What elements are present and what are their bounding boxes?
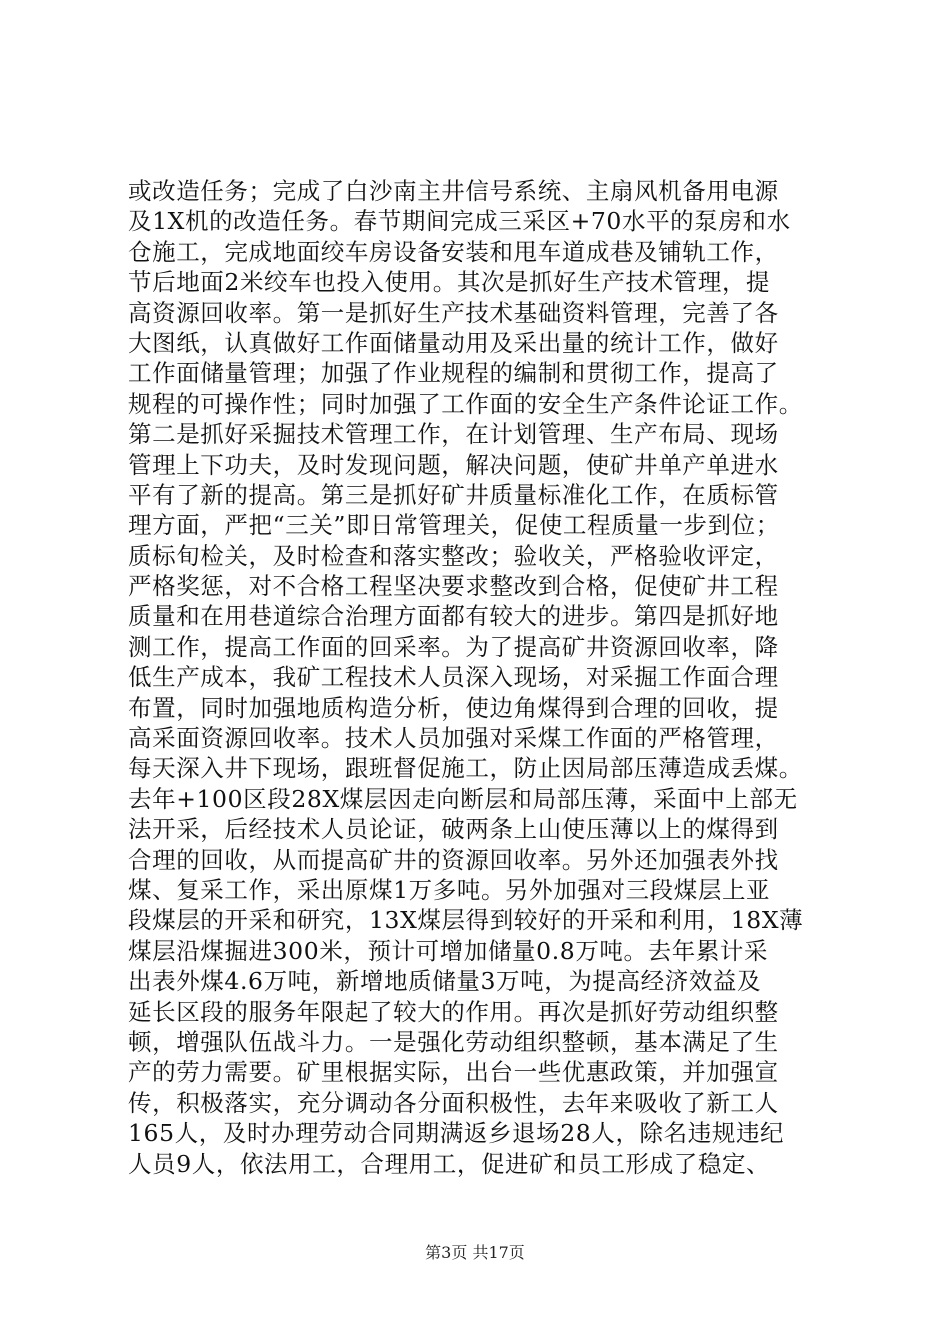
text-line: 第二是抓好采掘技术管理工作，在计划管理、生产布局、现场 xyxy=(128,420,779,449)
text-line: 顿，增强队伍战斗力。一是强化劳动组织整顿，基本满足了生 xyxy=(128,1027,779,1056)
text-line: 布置，同时加强地质构造分析，使边角煤得到合理的回收，提 xyxy=(128,693,779,722)
text-line: 煤、复采工作，采出原煤1万多吨。另外加强对三段煤层上亚 xyxy=(128,875,771,904)
body-paragraph xyxy=(128,176,833,1179)
text-line: 高采面资源回收率。技术人员加强对采煤工作面的严格管理， xyxy=(128,724,779,753)
text-line: 合理的回收，从而提高矿井的资源回收率。另外还加强表外找 xyxy=(128,845,779,874)
text-line: 大图纸，认真做好工作面储量动用及采出量的统计工作，做好 xyxy=(128,328,779,357)
text-line: 节后地面2米绞车也投入使用。其次是抓好生产技术管理，提 xyxy=(128,268,771,297)
text-line: 去年+100区段28X煤层因走向断层和局部压薄，采面中上部无 xyxy=(128,784,798,813)
text-line: 低生产成本，我矿工程技术人员深入现场，对采掘工作面合理 xyxy=(128,663,779,692)
text-line: 段煤层的开采和研究，13X煤层得到较好的开采和利用，18X薄 xyxy=(128,906,804,935)
text-line: 传，积极落实，充分调动各分面积极性，去年来吸收了新工人 xyxy=(128,1088,779,1117)
text-line: 平有了新的提高。第三是抓好矿井质量标准化工作，在质标管 xyxy=(128,480,779,509)
text-line: 或改造任务；完成了白沙南主井信号系统、主扇风机备用电源 xyxy=(128,177,779,205)
text-line: 每天深入井下现场，跟班督促施工，防止因局部压薄造成丢煤。 xyxy=(128,754,803,783)
text-line: 理方面，严把“三关”即日常管理关，促使工程质量一步到位； xyxy=(128,511,780,540)
text-line: 测工作，提高工作面的回采率。为了提高矿井资源回收率，降 xyxy=(128,632,779,661)
text-line: 质量和在用巷道综合治理方面都有较大的进步。第四是抓好地 xyxy=(128,602,779,631)
page-footer: 第3页 共17页 xyxy=(425,1243,525,1262)
text-line: 出表外煤4.6万吨，新增地质储量3万吨，为提高经济效益及 xyxy=(128,967,762,996)
text-line: 工作面储量管理；加强了作业规程的编制和贯彻工作，提高了 xyxy=(128,359,779,388)
text-line: 管理上下功夫，及时发现问题，解决问题，使矿井单产单进水 xyxy=(128,450,779,479)
text-line: 及1X机的改造任务。春节期间完成三采区+70水平的泵房和水 xyxy=(128,207,791,236)
text-line: 高资源回收率。第一是抓好生产技术基础资料管理，完善了各 xyxy=(128,298,779,327)
text-line: 质标旬检关，及时检查和落实整改；验收关，严格验收评定， xyxy=(128,541,779,570)
text-line: 165人，及时办理劳动合同期满返乡退场28人，除名违规违纪 xyxy=(128,1119,785,1148)
text-line: 法开采，后经技术人员论证，破两条上山使压薄以上的煤得到 xyxy=(128,815,779,844)
text-line: 人员9人，依法用工，合理用工，促进矿和员工形成了稳定、 xyxy=(128,1149,771,1178)
text-line: 产的劳力需要。矿里根据实际，出台一些优惠政策，并加强宣 xyxy=(128,1058,779,1087)
text-line: 煤层沿煤掘进300米，预计可增加储量0.8万吨。去年累计采 xyxy=(128,936,769,965)
text-line: 仓施工，完成地面绞车房设备安装和甩车道成巷及铺轨工作， xyxy=(128,237,779,266)
text-line: 严格奖惩，对不合格工程坚决要求整改到合格，促使矿井工程 xyxy=(128,572,779,601)
text-line: 延长区段的服务年限起了较大的作用。再次是抓好劳动组织整 xyxy=(128,997,779,1026)
text-line: 规程的可操作性；同时加强了工作面的安全生产条件论证工作。 xyxy=(128,389,803,418)
